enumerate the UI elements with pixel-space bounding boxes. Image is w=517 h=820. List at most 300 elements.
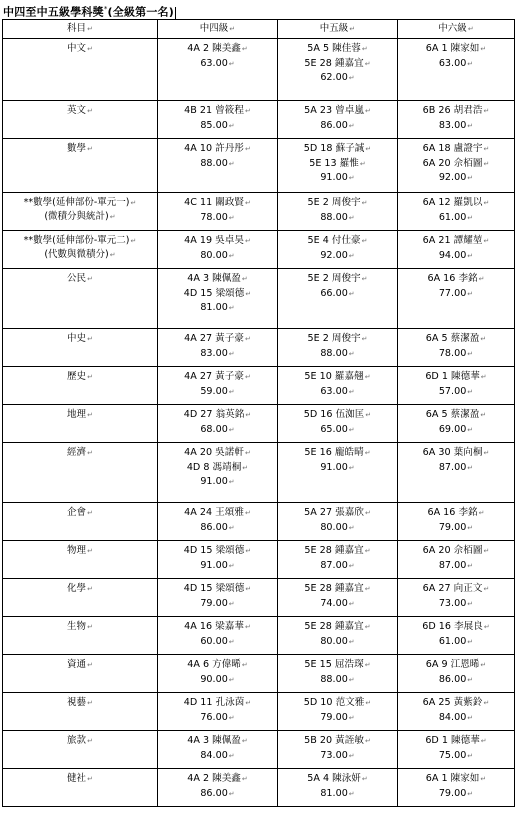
paragraph-mark: ↵ (228, 387, 235, 396)
paragraph-mark: ↵ (87, 275, 93, 283)
table-row (3, 443, 515, 503)
paragraph-mark: ↵ (87, 45, 93, 53)
subject-name: (微積分與統計)↵ (44, 211, 116, 222)
subject-name: 公民↵ (67, 273, 93, 284)
award-cell-s4 (158, 139, 278, 193)
student-entry: 4D 8 馮靖桐↵ (186, 461, 249, 473)
student-entry: 6A 1 陳家如↵ (425, 43, 487, 54)
award-cell-s5 (278, 269, 398, 329)
paragraph-mark: ↵ (348, 599, 355, 608)
paragraph-mark: ↵ (244, 107, 251, 115)
score: 90.00↵ (200, 673, 235, 685)
score: 74.00↵ (320, 597, 355, 609)
paragraph-mark: ↵ (87, 547, 93, 555)
table-row (3, 503, 515, 541)
student-entry: 5E 2 周俊宇↵ (307, 333, 368, 344)
student-entry: 6A 1 陳家如↵ (425, 773, 487, 784)
subject-cell (3, 769, 158, 807)
paragraph-mark: ↵ (364, 107, 371, 115)
paragraph-mark: ↵ (480, 737, 487, 745)
paragraph-mark: ↵ (480, 661, 487, 669)
student-entry: 6A 25 黃紫鈴↵ (422, 697, 490, 708)
paragraph-mark: ↵ (478, 275, 485, 283)
paragraph-mark: ↵ (364, 59, 371, 68)
header-row (3, 20, 515, 39)
cell-mark: ↵ (467, 25, 474, 33)
paragraph-mark: ↵ (244, 449, 251, 457)
subject-cell (3, 367, 158, 405)
score: 61.00↵ (438, 635, 474, 647)
award-cell-s5 (278, 139, 398, 193)
award-cell-s4 (158, 405, 278, 443)
paragraph-mark: ↵ (348, 751, 355, 760)
student-entry: 5D 16 伍洳匡↵ (303, 409, 372, 420)
score: 63.00↵ (438, 57, 474, 69)
student-entry: 6D 16 李展良↵ (422, 621, 490, 632)
score: 68.00↵ (200, 423, 235, 435)
award-cell-s6 (398, 139, 515, 193)
score: 57.00↵ (438, 385, 474, 397)
student-entry: 5E 10 羅嘉翹↵ (304, 371, 371, 382)
student-entry: 5A 4 陳泳妍↵ (307, 773, 368, 784)
score: 79.00↵ (320, 711, 355, 723)
cell-mark: ↵ (229, 25, 236, 33)
student-entry: 5A 5 陳佳蓉↵ (307, 43, 368, 54)
student-entry: 4D 15 梁頌德↵ (183, 583, 252, 594)
score: 80.00↵ (200, 249, 235, 261)
paragraph-mark: ↵ (244, 509, 251, 517)
paragraph-mark: ↵ (87, 449, 93, 457)
score: 61.00↵ (438, 211, 474, 223)
award-cell-s4 (158, 693, 278, 731)
award-cell-s4 (158, 39, 278, 101)
paragraph-mark: ↵ (348, 675, 355, 684)
student-entry: 5B 20 黃誈敏↵ (304, 735, 371, 746)
paragraph-mark: ↵ (348, 74, 355, 82)
paragraph-mark: ↵ (467, 425, 474, 434)
paragraph-mark: ↵ (87, 585, 93, 593)
subject-cell (3, 269, 158, 329)
paragraph-mark: ↵ (228, 599, 235, 608)
paragraph-mark: ↵ (480, 775, 487, 783)
award-cell-s4 (158, 101, 278, 139)
paragraph-mark: ↵ (245, 547, 252, 555)
student-entry: 5E 28 鍾嘉宜↵ (304, 545, 371, 556)
paragraph-mark: ↵ (241, 275, 248, 283)
award-cell-s5 (278, 443, 398, 503)
table-row (3, 693, 515, 731)
score: 87.00↵ (320, 559, 355, 571)
score: 86.00↵ (200, 787, 235, 799)
subject-cell (3, 655, 158, 693)
paragraph-mark: ↵ (480, 45, 487, 53)
student-entry: 5A 23 曾卓嵐↵ (304, 105, 371, 116)
paragraph-mark: ↵ (245, 289, 252, 298)
paragraph-mark: ↵ (467, 561, 474, 570)
paragraph-mark: ↵ (361, 335, 368, 343)
award-cell-s6 (398, 655, 515, 693)
student-entry: 4A 6 方偉晞↵ (187, 659, 248, 670)
student-entry: 5E 2 周俊宇↵ (307, 273, 368, 284)
table-row (3, 101, 515, 139)
subject-name: 地理↵ (67, 409, 93, 420)
score: 88.00↵ (320, 211, 355, 223)
award-cell-s4 (158, 269, 278, 329)
subject-cell (3, 329, 158, 367)
paragraph-mark: ↵ (467, 387, 474, 396)
paragraph-mark: ↵ (480, 411, 487, 419)
paragraph-mark: ↵ (483, 107, 490, 115)
award-cell-s5 (278, 193, 398, 231)
paragraph-mark: ↵ (348, 463, 355, 472)
paragraph-mark: ↵ (228, 751, 235, 760)
subject-name: 生物↵ (67, 621, 93, 632)
paragraph-mark: ↵ (467, 463, 474, 472)
table-row (3, 139, 515, 193)
student-entry: 4A 27 黃子豪↵ (184, 333, 251, 344)
score: 63.00↵ (320, 385, 355, 397)
paragraph-mark: ↵ (364, 623, 371, 631)
student-entry: 4B 21 曾筱程↵ (184, 105, 251, 116)
paragraph-mark: ↵ (130, 199, 137, 207)
subject-cell (3, 541, 158, 579)
paragraph-mark: ↵ (228, 159, 235, 168)
subject-name: **數學(延伸部份-單元二)↵ (23, 235, 137, 246)
subject-cell (3, 405, 158, 443)
award-cell-s6 (398, 405, 515, 443)
paragraph-mark: ↵ (228, 561, 235, 570)
paragraph-mark: ↵ (228, 59, 235, 68)
paragraph-mark: ↵ (467, 121, 474, 130)
subject-name: 數學↵ (67, 143, 93, 154)
student-entry: 4A 3 陳佩盈↵ (187, 273, 248, 284)
table-row (3, 655, 515, 693)
award-cell-s5 (278, 367, 398, 405)
table-row (3, 231, 515, 269)
paragraph-mark: ↵ (228, 789, 235, 798)
paragraph-mark: ↵ (467, 349, 474, 358)
paragraph-mark: ↵ (364, 547, 371, 555)
header-s6 (398, 20, 515, 39)
paragraph-mark: ↵ (228, 213, 235, 222)
subject-cell (3, 693, 158, 731)
header-s6-label: 中六級 (438, 23, 467, 34)
awards-table (2, 19, 515, 807)
header-s4 (158, 20, 278, 39)
paragraph-mark: ↵ (467, 213, 474, 222)
paragraph-mark: ↵ (361, 275, 368, 283)
table-row (3, 541, 515, 579)
paragraph-mark: ↵ (478, 509, 485, 517)
paragraph-mark: ↵ (348, 174, 355, 182)
student-entry: 4A 10 許丹彤↵ (184, 143, 251, 154)
paragraph-mark: ↵ (467, 713, 474, 722)
score: 66.00↵ (320, 287, 355, 299)
score: 69.00↵ (438, 423, 474, 435)
paragraph-mark: ↵ (364, 509, 371, 517)
paragraph-mark: ↵ (361, 45, 368, 53)
paragraph-mark: ↵ (467, 637, 474, 646)
student-entry: 5E 28 鍾嘉宜↵ (304, 57, 371, 69)
score: 91.00↵ (320, 172, 355, 183)
student-entry: 5E 28 鍾嘉宜↵ (304, 583, 371, 594)
paragraph-mark: ↵ (228, 675, 235, 684)
award-cell-s5 (278, 731, 398, 769)
paragraph-mark: ↵ (228, 713, 235, 722)
award-cell-s4 (158, 367, 278, 405)
student-entry: 4C 11 關政賢↵ (184, 197, 251, 208)
student-entry: 6A 20 佘栢圖↵ (422, 157, 490, 169)
award-cell-s4 (158, 193, 278, 231)
table-row (3, 579, 515, 617)
award-cell-s5 (278, 503, 398, 541)
paragraph-mark: ↵ (348, 251, 355, 260)
header-subject (3, 20, 158, 39)
score: 81.00↵ (200, 302, 235, 313)
paragraph-mark: ↵ (348, 637, 355, 646)
paragraph-mark: ↵ (228, 637, 235, 646)
student-entry: 6B 26 胡君浩↵ (422, 105, 490, 116)
subject-cell (3, 731, 158, 769)
student-entry: 6A 16 李銘↵ (427, 507, 485, 518)
student-entry: 5D 18 蘇子誠↵ (303, 143, 372, 154)
award-cell-s6 (398, 231, 515, 269)
header-s4-label: 中四級 (199, 23, 229, 34)
paragraph-mark: ↵ (365, 699, 372, 707)
paragraph-mark: ↵ (467, 751, 474, 760)
score: 75.00↵ (438, 749, 474, 761)
paragraph-mark: ↵ (364, 585, 371, 593)
paragraph-mark: ↵ (109, 213, 116, 221)
paragraph-mark: ↵ (228, 251, 235, 260)
paragraph-mark: ↵ (467, 251, 474, 260)
student-entry: 6A 27 向正文↵ (422, 583, 490, 594)
paragraph-mark: ↵ (348, 561, 355, 570)
score: 80.00↵ (320, 521, 355, 533)
paragraph-mark: ↵ (467, 789, 474, 798)
score: 88.00↵ (320, 347, 355, 359)
header-s5-label: 中五級 (319, 23, 349, 34)
subject-name: 中史↵ (67, 333, 93, 344)
paragraph-mark: ↵ (241, 775, 248, 783)
paragraph-mark: ↵ (483, 623, 490, 631)
paragraph-mark: ↵ (245, 585, 252, 593)
award-cell-s4 (158, 329, 278, 367)
score: 84.00↵ (200, 749, 235, 761)
student-entry: 4A 19 吳卓昊↵ (184, 235, 251, 246)
award-cell-s6 (398, 617, 515, 655)
score: 87.00↵ (438, 461, 474, 473)
paragraph-mark: ↵ (348, 121, 355, 130)
paragraph-mark: ↵ (130, 237, 137, 245)
score: 86.00↵ (320, 119, 355, 131)
paragraph-mark: ↵ (228, 425, 235, 434)
paragraph-mark: ↵ (480, 335, 487, 343)
paragraph-mark: ↵ (348, 713, 355, 722)
student-entry: 6A 18 盧證宇↵ (422, 143, 490, 154)
paragraph-mark: ↵ (348, 349, 355, 358)
score: 92.00↵ (438, 172, 474, 183)
student-entry: 4A 24 王頌雅↵ (184, 507, 251, 518)
award-cell-s6 (398, 443, 515, 503)
table-row (3, 731, 515, 769)
subject-cell (3, 443, 158, 503)
paragraph-mark: ↵ (87, 509, 93, 517)
score: 79.00↵ (200, 597, 235, 609)
score: 87.00↵ (438, 559, 474, 571)
award-cell-s6 (398, 731, 515, 769)
student-entry: 4A 20 吳諾軒↵ (184, 447, 251, 458)
score: 63.00↵ (200, 57, 235, 69)
student-entry: 5E 13 羅惟↵ (309, 157, 366, 169)
paragraph-mark: ↵ (467, 599, 474, 608)
score: 79.00↵ (438, 787, 474, 799)
paragraph-mark: ↵ (364, 737, 371, 745)
award-cell-s6 (398, 503, 515, 541)
header-subject-label: 科目 (67, 23, 87, 34)
student-entry: 5D 10 范文雅↵ (303, 697, 372, 708)
score: 84.00↵ (438, 711, 474, 723)
award-cell-s5 (278, 329, 398, 367)
title-text: 中四至中五級學科獎 (3, 5, 104, 19)
score: 62.00↵ (320, 72, 355, 83)
paragraph-mark: ↵ (365, 411, 372, 419)
paragraph-mark: ↵ (241, 45, 248, 53)
paragraph-mark: ↵ (241, 661, 248, 669)
student-entry: 6A 21 譚耀堃↵ (422, 235, 490, 246)
paragraph-mark: ↵ (87, 107, 93, 115)
subject-cell (3, 617, 158, 655)
student-entry: 4A 16 梁嘉華↵ (184, 621, 251, 632)
student-entry: 6A 9 江恩晞↵ (425, 659, 487, 670)
subject-cell (3, 231, 158, 269)
paragraph-mark: ↵ (244, 237, 251, 245)
document-title (3, 2, 176, 17)
paragraph-mark: ↵ (467, 289, 474, 298)
score: 78.00↵ (200, 211, 235, 223)
paragraph-mark: ↵ (245, 699, 252, 707)
score: 91.00↵ (200, 559, 235, 571)
paragraph-mark: ↵ (467, 675, 474, 684)
paragraph-mark: ↵ (244, 623, 251, 631)
subject-name: 資通↵ (67, 659, 93, 670)
subject-cell (3, 101, 158, 139)
score: 83.00↵ (200, 347, 235, 359)
table-row (3, 329, 515, 367)
subject-name: 旅款↵ (67, 735, 93, 746)
award-cell-s5 (278, 579, 398, 617)
student-entry: 4A 2 陳美鑫↵ (187, 43, 248, 54)
student-entry: 6A 30 葉向桐↵ (422, 447, 490, 458)
cell-mark: ↵ (349, 25, 356, 33)
paragraph-mark: ↵ (364, 661, 371, 669)
paragraph-mark: ↵ (228, 478, 235, 486)
student-entry: 6A 5 蔡潔盈↵ (425, 409, 487, 420)
subject-name: 歷史↵ (67, 371, 93, 382)
score: 88.00↵ (320, 673, 355, 685)
student-entry: 4D 11 孔泳茵↵ (183, 697, 252, 708)
student-entry: 4A 3 陳佩盈↵ (187, 735, 248, 746)
award-cell-s6 (398, 101, 515, 139)
paragraph-mark: ↵ (244, 373, 251, 381)
student-entry: 4A 27 黃子豪↵ (184, 371, 251, 382)
paragraph-mark: ↵ (244, 335, 251, 343)
table-body (3, 39, 515, 807)
score: 80.00↵ (320, 635, 355, 647)
paragraph-mark: ↵ (228, 304, 235, 312)
student-entry: 6A 20 佘栢圖↵ (422, 545, 490, 556)
table-row (3, 193, 515, 231)
student-entry: 5E 2 周俊宇↵ (307, 197, 368, 208)
award-cell-s4 (158, 443, 278, 503)
award-cell-s5 (278, 769, 398, 807)
score: 65.00↵ (320, 423, 355, 435)
score: 73.00↵ (438, 597, 474, 609)
score: 79.00↵ (438, 521, 474, 533)
paragraph-mark: ↵ (483, 159, 490, 168)
award-cell-s6 (398, 541, 515, 579)
paragraph-mark: ↵ (348, 289, 355, 298)
award-cell-s4 (158, 769, 278, 807)
score: 77.00↵ (438, 287, 474, 299)
award-cell-s5 (278, 231, 398, 269)
header-s5 (278, 20, 398, 39)
paragraph-mark: ↵ (467, 59, 474, 68)
subject-name: 視藝↵ (67, 697, 93, 708)
student-entry: 5A 27 張嘉欣↵ (304, 507, 371, 518)
paragraph-mark: ↵ (245, 199, 251, 207)
score: 92.00↵ (320, 249, 355, 261)
student-entry: 4D 27 翁英銘↵ (183, 409, 252, 420)
paragraph-mark: ↵ (228, 523, 235, 532)
award-cell-s5 (278, 39, 398, 101)
award-cell-s6 (398, 769, 515, 807)
student-entry: 5E 28 鍾嘉宜↵ (304, 621, 371, 632)
award-cell-s5 (278, 541, 398, 579)
score: 91.00↵ (320, 461, 355, 473)
paragraph-mark: ↵ (483, 449, 490, 457)
award-cell-s5 (278, 405, 398, 443)
student-entry: 6A 16 李銘↵ (427, 273, 485, 284)
paragraph-mark: ↵ (348, 425, 355, 434)
paragraph-mark: ↵ (480, 373, 487, 381)
student-entry: 4A 2 陳美鑫↵ (187, 773, 248, 784)
paragraph-mark: ↵ (87, 699, 93, 707)
award-cell-s6 (398, 329, 515, 367)
award-cell-s6 (398, 579, 515, 617)
score: 81.00↵ (320, 787, 355, 799)
student-entry: 6A 5 蔡潔盈↵ (425, 333, 487, 344)
paragraph-mark: ↵ (467, 174, 474, 182)
paragraph-mark: ↵ (364, 373, 371, 381)
text-cursor (175, 7, 176, 19)
subject-cell (3, 579, 158, 617)
award-cell-s6 (398, 193, 515, 231)
score: 94.00↵ (438, 249, 474, 261)
student-entry: 5E 15 屈浩琛↵ (304, 659, 371, 670)
award-cell-s4 (158, 231, 278, 269)
award-cell-s5 (278, 617, 398, 655)
student-entry: 6A 12 羅凱以↵ (422, 197, 490, 208)
score: 76.00↵ (200, 711, 235, 723)
paragraph-mark: ↵ (483, 699, 490, 707)
table-row (3, 367, 515, 405)
student-entry: 6D 1 陳德華↵ (425, 735, 487, 746)
paragraph-mark: ↵ (348, 213, 355, 222)
subject-cell (3, 39, 158, 101)
award-cell-s5 (278, 655, 398, 693)
score: 88.00↵ (200, 157, 235, 169)
